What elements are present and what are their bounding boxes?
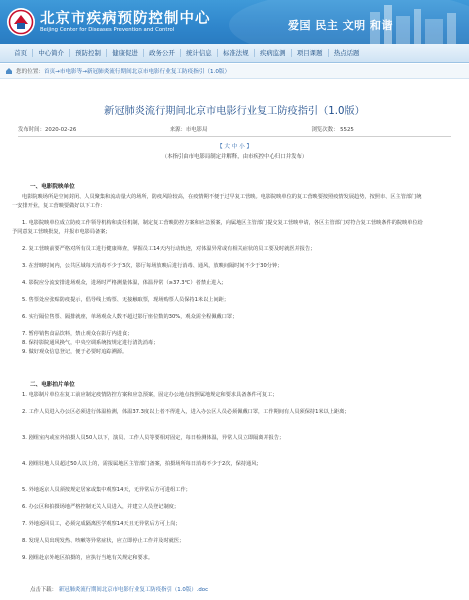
- download-row: [30, 585, 208, 593]
- site-subtitle: Beijing Center for Diseases Prevention and Control: [40, 27, 175, 33]
- cdc-logo-icon[interactable]: [6, 7, 36, 37]
- nav-projects[interactable]: 项目课题: [292, 49, 329, 57]
- nav-gov-affairs[interactable]: 政务公开: [144, 49, 181, 57]
- section-1-item: 2. 复工营映前要严格对所有员工进行健康筛查，掌握员工14天内行动轨迹，对体温异常或有相关症状的员工要及时就医并报告；: [22, 246, 316, 252]
- download-label: 点击下载：: [30, 587, 57, 593]
- nav-statistics[interactable]: 统计信息: [181, 49, 218, 57]
- section-2-title: 二、电影拍片单位: [30, 382, 75, 388]
- section-1-item: 7. 暂停销售食品饮料，禁止观众在影厅内进食；: [22, 331, 133, 337]
- section-1-item: 4. 影院应分流安排进场观众，进场时严格测量体温，体温异常（≥37.3℃）者禁止进入；: [22, 280, 227, 286]
- section-1-item: 8. 保持影院通风换气，中央空调系统按规定进行清洗消毒；: [22, 340, 159, 346]
- nav-regulations[interactable]: 标准法规: [218, 49, 255, 57]
- section-1-intro: 电影院映场所是空间封闭、人员聚集和流动量大的场所，防疫风险较高，在疫情期不便于过早复工营映。电影院映单位的复工营映要按照疫情发展趋势，按照市、区主管部门统一安排开业，复工营映要做好以下工作：: [12, 194, 422, 209]
- section-1-item: 5. 售票处应张贴防疫提示，倡导线上购票、无接触取票，现场购票人员保持1米以上间距；: [22, 297, 230, 303]
- main-nav: [0, 44, 469, 63]
- site-title[interactable]: 北京市疾病预防控制中心: [40, 10, 211, 27]
- nav-hot-topics[interactable]: 热点话题: [333, 49, 360, 57]
- article-title: 新冠肺炎流行期间北京市电影行业复工防疫指引（1.0版）: [104, 106, 365, 117]
- home-icon: [5, 67, 13, 75]
- section-2-item: 4. 剧组驻地人员超过50人以上的，需报属地区主管部门备案，拍摄场所每日消毒不少于2次，保持通风；: [22, 461, 262, 467]
- section-2-item: 1. 电影制片单位在复工前应制定疫情防控方案和应急预案，固定办公地点按照属地规定和要求具备条件可复工；: [22, 392, 278, 398]
- nav-about[interactable]: 中心简介: [33, 49, 70, 57]
- section-1-item: 6. 实行隔位售票、隔排就座，单场观众人数不超过影厅座位数的30%，观众需全程佩戴口罩；: [22, 314, 238, 320]
- section-1-item: 9. 做好观众信息登记，便于必要时追踪溯源。: [22, 349, 128, 355]
- breadcrumb: [0, 64, 469, 79]
- section-1-title: 一、电影院映单位: [30, 184, 75, 190]
- section-2-item: 3. 剧组室内或室外拍摄人员50人以下，演员、工作人员等要相对固定，每日检测体温，异常人员立即隔离并报告；: [22, 435, 285, 441]
- section-2-item: 9. 剧组赴京外地区拍摄的，应执行当地有关规定和要求。: [22, 555, 154, 561]
- section-1-item: 1. 电影院映单位成立防疫工作领导机构和责任机制，制定复工营映防控方案和应急预案，向属地区主管部门提交复工营映申请，各区主管部门对符合复工营映条件的院映单位给予同意复工营映批复，并报市电影局备案；: [12, 220, 423, 235]
- section-2-item: 7. 外地返回员工，必须完成隔离医学观察14天且无异常后方可上岗；: [22, 521, 181, 527]
- nav-prevention[interactable]: 预防控制: [70, 49, 107, 57]
- nav-home[interactable]: 首页: [9, 49, 33, 57]
- article-content: [0, 80, 469, 600]
- source: 来源：市电影局: [169, 127, 208, 133]
- article-note: （本指引由市电影局制定并解释，由市疾控中心归口并发布）: [161, 154, 308, 160]
- breadcrumb-prefix: 您的位置：: [16, 69, 44, 75]
- font-size-switcher[interactable]: 【 大 中 小 】: [216, 144, 253, 150]
- site-header: [0, 0, 469, 44]
- article-meta: [18, 125, 451, 137]
- breadcrumb-path[interactable]: 首页→市电影等→新冠肺炎流行期间北京市电影行业复工防疫指引（1.0版）: [43, 69, 231, 75]
- slogan: 爱国 民主 文明 和谐: [288, 19, 393, 32]
- section-2-item: 5. 外地返京人员须按规定居家或集中观察14天，无异常后方可进组工作；: [22, 487, 191, 493]
- download-link[interactable]: 新冠肺炎流行期间北京市电影行业复工防疫指引（1.0版）.doc: [58, 587, 209, 593]
- nav-health-promotion[interactable]: 健康促进: [107, 49, 144, 57]
- nav-surveillance[interactable]: 疾病监测: [255, 49, 292, 57]
- section-1-item: 3. 在营映时间内，公共区域每天消毒不少于3次，影厅每场放映后进行消毒、通风，放映间隔时间不少于30分钟；: [22, 263, 283, 269]
- section-2-item: 2. 工作人员进入办公区必须进行体温检测，体温37.3度以上者不得进入，进入办公区人员必须佩戴口罩，工作期间有人员须保持1米以上距离；: [22, 409, 350, 415]
- section-2-item: 6. 办公区和拍摄场地严格控制无关人员进入，并建立人员登记制度；: [22, 504, 180, 510]
- section-2-item: 8. 发现人员出现发热、咳嗽等异常症状，应立即停止工作并及时就医；: [22, 538, 185, 544]
- publish-date: 发布时间：2020-02-26: [18, 127, 77, 133]
- view-count: 浏览次数： 5525: [311, 127, 354, 133]
